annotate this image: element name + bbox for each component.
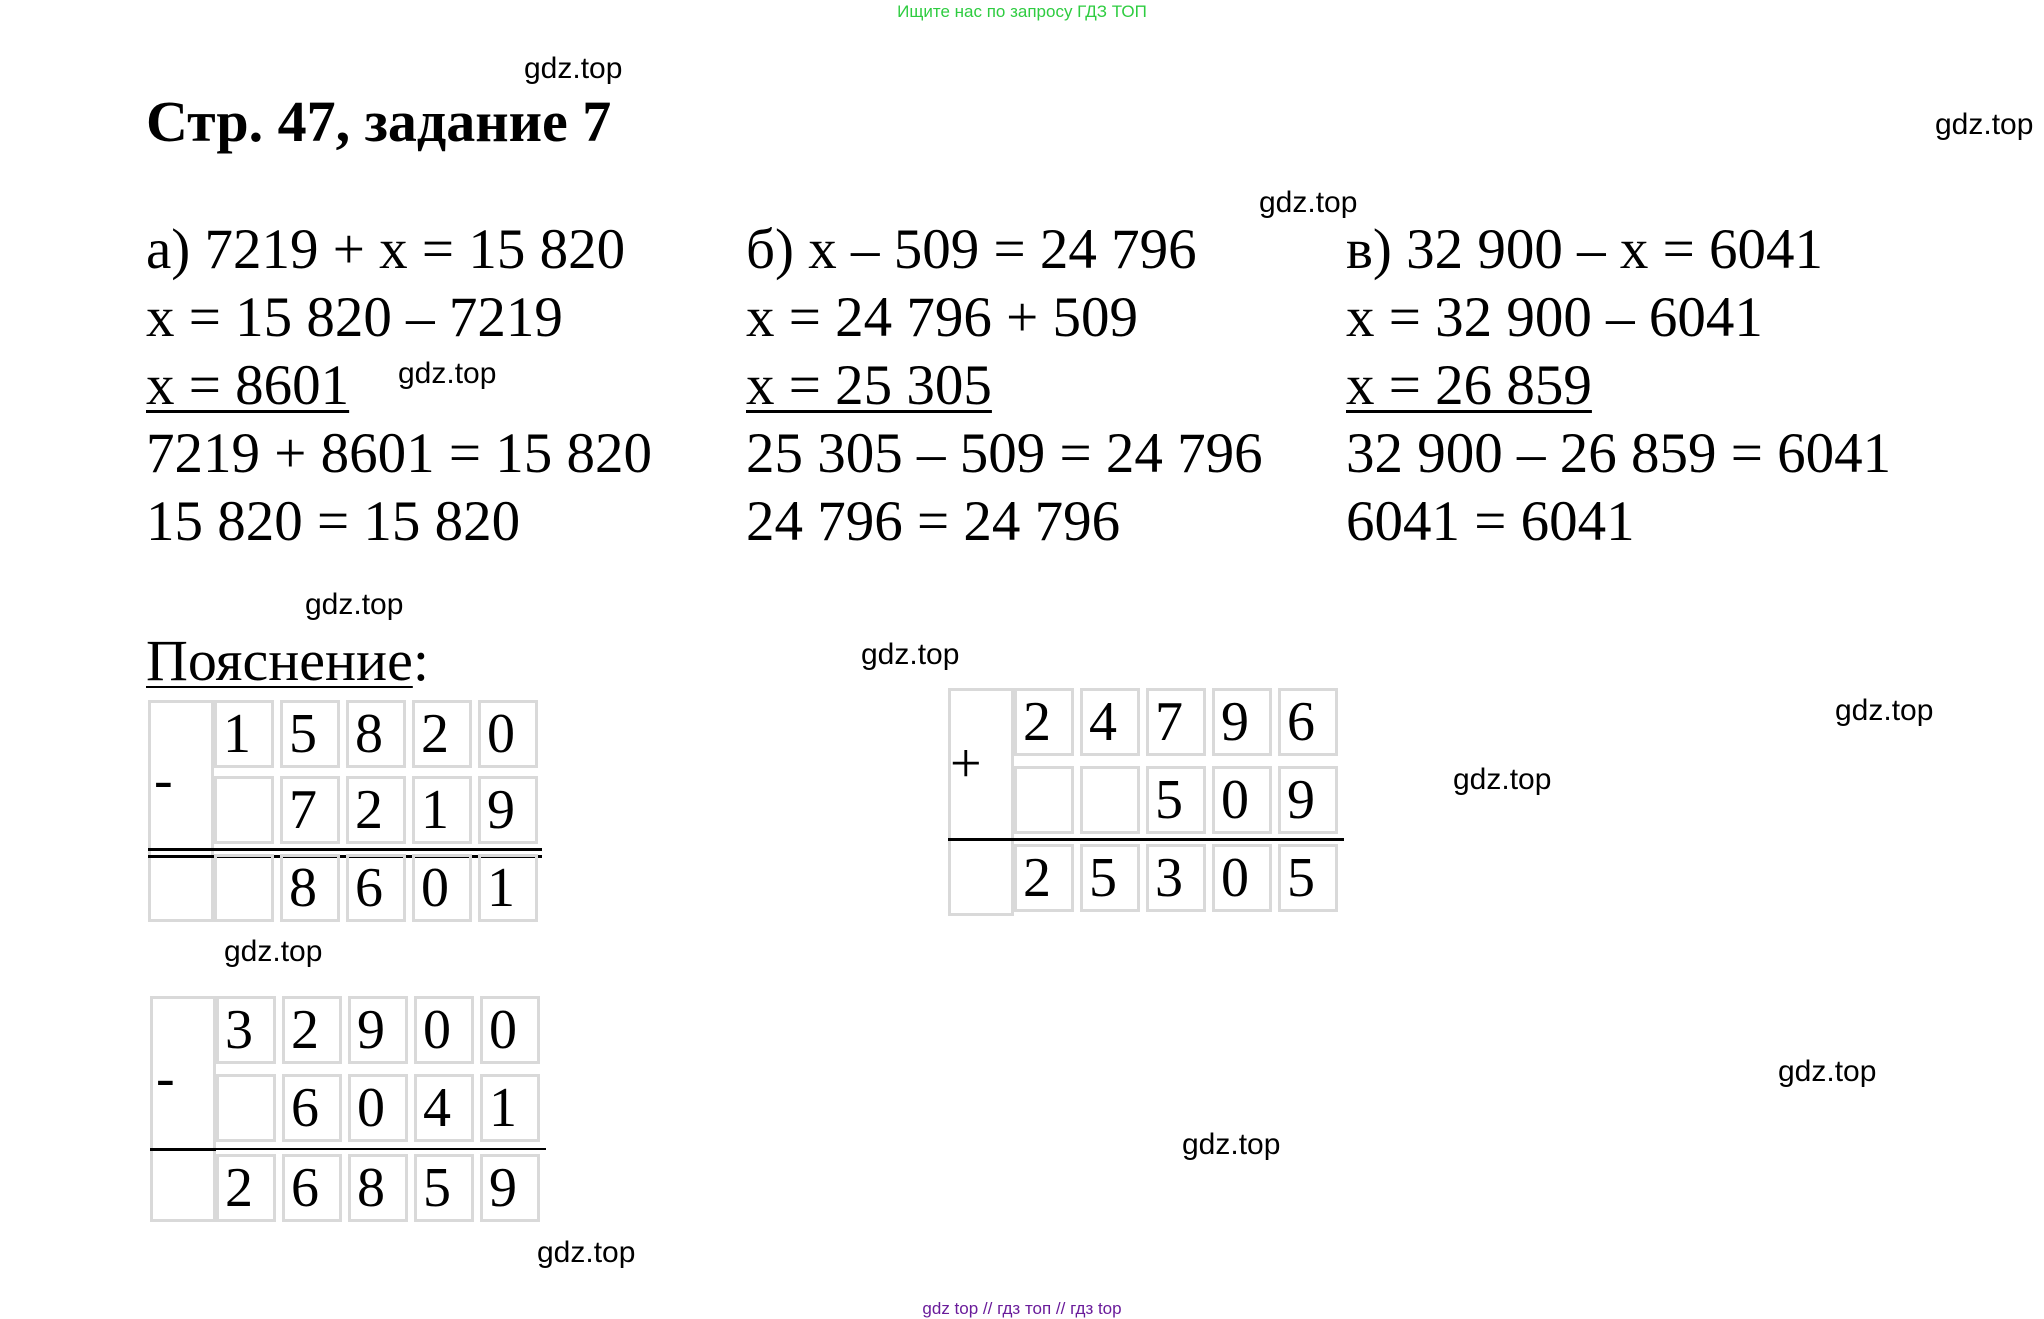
digit-cell: 1 xyxy=(478,854,538,922)
watermark: gdz.top xyxy=(537,1236,636,1269)
watermark: gdz.top xyxy=(1453,763,1552,796)
equation-line: x = 15 820 – 7219 xyxy=(146,286,563,349)
digit-cell: 0 xyxy=(1212,844,1272,912)
digit-cell: 9 xyxy=(348,996,408,1064)
plus-sign: + xyxy=(950,733,982,795)
digit-cell: 0 xyxy=(412,854,472,922)
digit-cell xyxy=(1080,766,1140,834)
digit-cell: 2 xyxy=(1014,844,1074,912)
digit-cell: 4 xyxy=(414,1074,474,1142)
digit-cell: 9 xyxy=(480,1154,540,1222)
watermark: gdz.top xyxy=(305,588,404,621)
digit-cell: 0 xyxy=(478,700,538,768)
digit-cell: 5 xyxy=(280,700,340,768)
solution-column-c xyxy=(1346,216,1891,556)
top-banner[interactable]: Ищите нас по запросу ГДЗ ТОП xyxy=(897,2,1147,21)
digit-cell: 9 xyxy=(1212,688,1272,756)
equation-line: x = 32 900 – 6041 xyxy=(1346,286,1763,349)
digit-cell: 2 xyxy=(216,1154,276,1222)
explanation-label: Пояснение xyxy=(146,628,413,693)
check-line: 7219 + 8601 = 15 820 xyxy=(146,422,653,485)
digit-cell: 6 xyxy=(346,854,406,922)
digit-cell: 1 xyxy=(214,700,274,768)
digit-cell: 0 xyxy=(480,996,540,1064)
answer-line: x = 25 305 xyxy=(746,354,992,417)
digit-cell: 5 xyxy=(1278,844,1338,912)
check-line: 24 796 = 24 796 xyxy=(746,490,1121,553)
digit-cell: 2 xyxy=(282,996,342,1064)
check-line: 25 305 – 509 = 24 796 xyxy=(746,422,1263,485)
equation-line: а) 7219 + x = 15 820 xyxy=(146,218,626,281)
equation-line: в) 32 900 – x = 6041 xyxy=(1346,218,1824,281)
minus-sign: - xyxy=(156,1047,175,1109)
digit-cell: 0 xyxy=(414,996,474,1064)
watermark: gdz.top xyxy=(861,638,960,671)
watermark: gdz.top xyxy=(1835,694,1934,727)
digit-cell: 8 xyxy=(348,1154,408,1222)
check-line: 6041 = 6041 xyxy=(1346,490,1635,553)
digit-cell: 2 xyxy=(1014,688,1074,756)
footer-links[interactable]: gdz top // гдз топ // гдз top xyxy=(922,1299,1122,1318)
digit-cell: 1 xyxy=(412,776,472,844)
digit-cell: 7 xyxy=(280,776,340,844)
digit-cell: 0 xyxy=(1212,766,1272,834)
check-line: 15 820 = 15 820 xyxy=(146,490,521,553)
minus-sign: - xyxy=(154,749,173,811)
page-title: Стр. 47, задание 7 xyxy=(146,89,612,154)
digit-cell: 6 xyxy=(282,1154,342,1222)
digit-cell: 4 xyxy=(1080,688,1140,756)
digit-cell: 2 xyxy=(346,776,406,844)
watermark: gdz.top xyxy=(398,357,497,390)
digit-cell xyxy=(1014,766,1074,834)
sum-line xyxy=(150,1148,216,1151)
digit-cell: 5 xyxy=(1080,844,1140,912)
check-line: 32 900 – 26 859 = 6041 xyxy=(1346,422,1892,485)
solution-column-a xyxy=(146,216,652,556)
digit-cell: 8 xyxy=(346,700,406,768)
sum-line xyxy=(148,848,542,851)
watermark: gdz.top xyxy=(224,935,323,968)
digit-cell: 5 xyxy=(414,1154,474,1222)
digit-cell: 6 xyxy=(282,1074,342,1142)
explanation-heading xyxy=(146,627,429,694)
digit-cell: 6 xyxy=(1278,688,1338,756)
watermark: gdz.top xyxy=(1935,108,2034,141)
digit-cell: 0 xyxy=(348,1074,408,1142)
equation-line: б) x – 509 = 24 796 xyxy=(746,218,1197,281)
explanation-colon: : xyxy=(412,628,429,693)
sum-line xyxy=(216,1148,546,1150)
watermark: gdz.top xyxy=(1259,186,1358,219)
digit-cell xyxy=(214,854,274,922)
watermark: gdz.top xyxy=(1182,1128,1281,1161)
digit-cell: 9 xyxy=(1278,766,1338,834)
watermark: gdz.top xyxy=(524,52,623,85)
digit-cell: 5 xyxy=(1146,766,1206,834)
watermark: gdz.top xyxy=(1778,1055,1877,1088)
answer-line: x = 8601 xyxy=(146,354,350,417)
digit-cell: 9 xyxy=(478,776,538,844)
equation-line: x = 24 796 + 509 xyxy=(746,286,1139,349)
grid-cell xyxy=(948,688,1014,916)
digit-cell: 8 xyxy=(280,854,340,922)
digit-cell: 3 xyxy=(1146,844,1206,912)
sum-line xyxy=(948,838,1344,841)
digit-cell xyxy=(214,776,274,844)
solution-column-b xyxy=(746,216,1263,556)
digit-cell: 2 xyxy=(412,700,472,768)
digit-cell: 1 xyxy=(480,1074,540,1142)
digit-cell: 3 xyxy=(216,996,276,1064)
answer-line: x = 26 859 xyxy=(1346,354,1592,417)
digit-cell xyxy=(216,1074,276,1142)
digit-cell: 7 xyxy=(1146,688,1206,756)
